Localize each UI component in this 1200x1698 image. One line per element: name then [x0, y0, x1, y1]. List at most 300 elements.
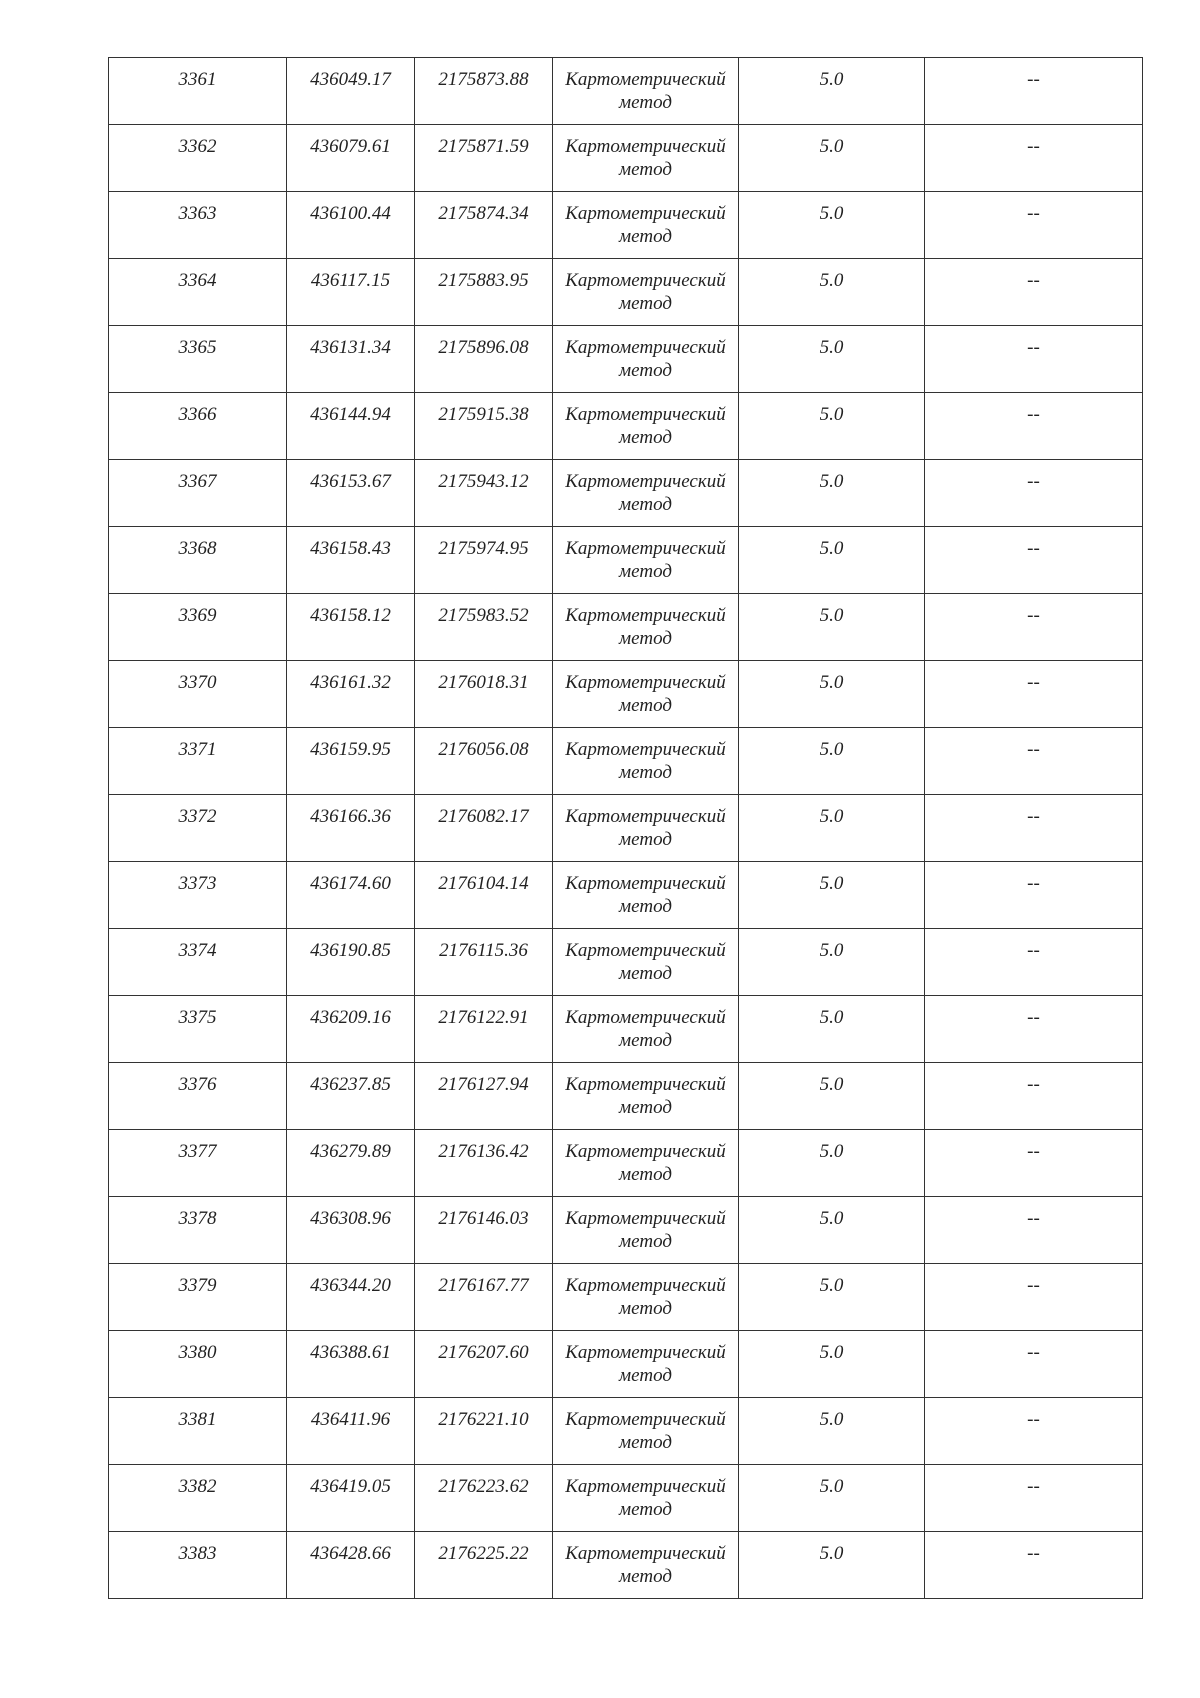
description-cell-text: --	[1027, 404, 1040, 425]
accuracy-cell	[739, 996, 925, 1063]
table-row	[109, 326, 1143, 393]
method-cell	[553, 996, 739, 1063]
description-cell	[925, 728, 1143, 795]
y-coordinate-cell	[415, 125, 553, 192]
description-cell	[925, 1532, 1143, 1599]
point-number-cell	[109, 259, 287, 326]
y-coordinate-cell-text: 2175943.12	[438, 471, 529, 492]
table-row	[109, 862, 1143, 929]
x-coordinate-cell	[287, 527, 415, 594]
x-coordinate-cell	[287, 862, 415, 929]
x-coordinate-cell-text: 436388.61	[310, 1342, 391, 1363]
x-coordinate-cell	[287, 795, 415, 862]
y-coordinate-cell-text: 2175873.88	[438, 69, 529, 90]
method-cell	[553, 460, 739, 527]
point-number-cell-text: 3373	[178, 873, 217, 894]
point-number-cell-text: 3379	[178, 1275, 217, 1296]
x-coordinate-cell	[287, 1063, 415, 1130]
accuracy-cell	[739, 58, 925, 125]
x-coordinate-cell	[287, 125, 415, 192]
point-number-cell	[109, 862, 287, 929]
accuracy-cell-text: 5.0	[819, 1074, 844, 1095]
x-coordinate-cell-text: 436411.96	[310, 1409, 391, 1430]
y-coordinate-cell	[415, 1264, 553, 1331]
y-coordinate-cell	[415, 192, 553, 259]
accuracy-cell-text: 5.0	[819, 940, 844, 961]
accuracy-cell-text: 5.0	[819, 806, 844, 827]
x-coordinate-cell-text: 436428.66	[310, 1543, 391, 1564]
x-coordinate-cell-text: 436158.43	[310, 538, 391, 559]
accuracy-cell	[739, 1398, 925, 1465]
accuracy-cell-text: 5.0	[819, 1476, 844, 1497]
description-cell	[925, 1331, 1143, 1398]
method-cell-text: Картометрический метод	[565, 136, 726, 180]
x-coordinate-cell	[287, 661, 415, 728]
table-row	[109, 192, 1143, 259]
point-number-cell-text: 3376	[178, 1074, 217, 1095]
method-cell	[553, 1331, 739, 1398]
method-cell-text: Картометрический метод	[565, 1208, 726, 1252]
y-coordinate-cell	[415, 1331, 553, 1398]
accuracy-cell	[739, 192, 925, 259]
description-cell	[925, 795, 1143, 862]
description-cell-text: --	[1027, 136, 1040, 157]
description-cell-text: --	[1027, 1141, 1040, 1162]
point-number-cell-text: 3369	[178, 605, 217, 626]
y-coordinate-cell-text: 2175915.38	[438, 404, 529, 425]
method-cell	[553, 1465, 739, 1532]
y-coordinate-cell-text: 2176127.94	[438, 1074, 529, 1095]
point-number-cell	[109, 527, 287, 594]
accuracy-cell-text: 5.0	[819, 1141, 844, 1162]
description-cell-text: --	[1027, 806, 1040, 827]
description-cell-text: --	[1027, 538, 1040, 559]
table-row	[109, 1197, 1143, 1264]
point-number-cell-text: 3374	[178, 940, 217, 961]
point-number-cell	[109, 1331, 287, 1398]
accuracy-cell-text: 5.0	[819, 1208, 844, 1229]
table-row	[109, 1264, 1143, 1331]
y-coordinate-cell-text: 2176104.14	[438, 873, 529, 894]
method-cell-text: Картометрический метод	[565, 337, 726, 381]
x-coordinate-cell-text: 436117.15	[310, 270, 391, 291]
description-cell-text: --	[1027, 940, 1040, 961]
y-coordinate-cell	[415, 460, 553, 527]
table-row	[109, 1398, 1143, 1465]
x-coordinate-cell	[287, 1197, 415, 1264]
point-number-cell	[109, 326, 287, 393]
description-cell-text: --	[1027, 1409, 1040, 1430]
point-number-cell	[109, 393, 287, 460]
accuracy-cell-text: 5.0	[819, 1409, 844, 1430]
description-cell-text: --	[1027, 873, 1040, 894]
point-number-cell-text: 3371	[178, 739, 217, 760]
x-coordinate-cell	[287, 326, 415, 393]
method-cell	[553, 1063, 739, 1130]
point-number-cell	[109, 460, 287, 527]
description-cell-text: --	[1027, 1543, 1040, 1564]
x-coordinate-cell-text: 436174.60	[310, 873, 391, 894]
accuracy-cell	[739, 259, 925, 326]
description-cell-text: --	[1027, 1275, 1040, 1296]
x-coordinate-cell	[287, 1465, 415, 1532]
y-coordinate-cell-text: 2176146.03	[438, 1208, 529, 1229]
y-coordinate-cell-text: 2176018.31	[438, 672, 529, 693]
point-number-cell-text: 3382	[178, 1476, 217, 1497]
method-cell-text: Картометрический метод	[565, 270, 726, 314]
description-cell	[925, 1130, 1143, 1197]
description-cell	[925, 125, 1143, 192]
accuracy-cell	[739, 1130, 925, 1197]
accuracy-cell	[739, 527, 925, 594]
method-cell-text: Картометрический метод	[565, 672, 726, 716]
method-cell-text: Картометрический метод	[565, 1141, 726, 1185]
point-number-cell	[109, 1197, 287, 1264]
method-cell	[553, 1532, 739, 1599]
point-number-cell	[109, 125, 287, 192]
y-coordinate-cell	[415, 862, 553, 929]
x-coordinate-cell-text: 436209.16	[310, 1007, 391, 1028]
point-number-cell-text: 3368	[178, 538, 217, 559]
y-coordinate-cell	[415, 259, 553, 326]
accuracy-cell-text: 5.0	[819, 672, 844, 693]
table-row	[109, 527, 1143, 594]
accuracy-cell	[739, 862, 925, 929]
point-number-cell-text: 3361	[178, 69, 217, 90]
x-coordinate-cell-text: 436161.32	[310, 672, 391, 693]
accuracy-cell-text: 5.0	[819, 1275, 844, 1296]
point-number-cell	[109, 661, 287, 728]
accuracy-cell-text: 5.0	[819, 1007, 844, 1028]
description-cell	[925, 862, 1143, 929]
y-coordinate-cell-text: 2176056.08	[438, 739, 529, 760]
point-number-cell	[109, 1130, 287, 1197]
accuracy-cell	[739, 728, 925, 795]
description-cell-text: --	[1027, 203, 1040, 224]
y-coordinate-cell	[415, 1197, 553, 1264]
x-coordinate-cell	[287, 393, 415, 460]
accuracy-cell-text: 5.0	[819, 471, 844, 492]
x-coordinate-cell	[287, 1398, 415, 1465]
point-number-cell	[109, 1398, 287, 1465]
method-cell-text: Картометрический метод	[565, 1007, 726, 1051]
method-cell	[553, 728, 739, 795]
accuracy-cell	[739, 125, 925, 192]
x-coordinate-cell-text: 436144.94	[310, 404, 391, 425]
x-coordinate-cell	[287, 996, 415, 1063]
method-cell-text: Картометрический метод	[565, 538, 726, 582]
description-cell	[925, 259, 1143, 326]
x-coordinate-cell	[287, 929, 415, 996]
description-cell-text: --	[1027, 739, 1040, 760]
y-coordinate-cell-text: 2176207.60	[438, 1342, 529, 1363]
x-coordinate-cell-text: 436279.89	[310, 1141, 391, 1162]
method-cell	[553, 259, 739, 326]
method-cell-text: Картометрический метод	[565, 1476, 726, 1520]
table-row	[109, 460, 1143, 527]
method-cell	[553, 326, 739, 393]
description-cell	[925, 661, 1143, 728]
x-coordinate-cell	[287, 594, 415, 661]
accuracy-cell	[739, 1264, 925, 1331]
accuracy-cell	[739, 1197, 925, 1264]
method-cell-text: Картометрический метод	[565, 203, 726, 247]
table-row	[109, 929, 1143, 996]
x-coordinate-cell-text: 436049.17	[310, 69, 391, 90]
method-cell-text: Картометрический метод	[565, 605, 726, 649]
description-cell	[925, 1197, 1143, 1264]
method-cell	[553, 862, 739, 929]
x-coordinate-cell-text: 436159.95	[310, 739, 391, 760]
x-coordinate-cell-text: 436344.20	[310, 1275, 391, 1296]
method-cell-text: Картометрический метод	[565, 1275, 726, 1319]
coordinates-table-body	[109, 58, 1143, 1599]
accuracy-cell-text: 5.0	[819, 404, 844, 425]
method-cell-text: Картометрический метод	[565, 1543, 726, 1587]
accuracy-cell-text: 5.0	[819, 1543, 844, 1564]
method-cell-text: Картометрический метод	[565, 1342, 726, 1386]
accuracy-cell	[739, 460, 925, 527]
y-coordinate-cell	[415, 1063, 553, 1130]
method-cell	[553, 393, 739, 460]
point-number-cell	[109, 795, 287, 862]
table-row	[109, 1532, 1143, 1599]
description-cell	[925, 996, 1143, 1063]
y-coordinate-cell-text: 2175896.08	[438, 337, 529, 358]
x-coordinate-cell	[287, 1331, 415, 1398]
table-row	[109, 58, 1143, 125]
accuracy-cell	[739, 594, 925, 661]
x-coordinate-cell	[287, 259, 415, 326]
description-cell-text: --	[1027, 69, 1040, 90]
x-coordinate-cell	[287, 460, 415, 527]
y-coordinate-cell	[415, 594, 553, 661]
method-cell-text: Картометрический метод	[565, 1409, 726, 1453]
point-number-cell	[109, 996, 287, 1063]
y-coordinate-cell-text: 2175883.95	[438, 270, 529, 291]
y-coordinate-cell	[415, 996, 553, 1063]
y-coordinate-cell	[415, 1532, 553, 1599]
description-cell	[925, 1264, 1143, 1331]
description-cell	[925, 192, 1143, 259]
y-coordinate-cell	[415, 929, 553, 996]
accuracy-cell	[739, 1465, 925, 1532]
accuracy-cell	[739, 326, 925, 393]
point-number-cell	[109, 594, 287, 661]
y-coordinate-cell-text: 2175983.52	[438, 605, 529, 626]
point-number-cell-text: 3372	[178, 806, 217, 827]
x-coordinate-cell	[287, 58, 415, 125]
accuracy-cell	[739, 393, 925, 460]
x-coordinate-cell	[287, 1532, 415, 1599]
accuracy-cell	[739, 795, 925, 862]
y-coordinate-cell-text: 2176225.22	[438, 1543, 529, 1564]
method-cell	[553, 527, 739, 594]
y-coordinate-cell-text: 2176082.17	[438, 806, 529, 827]
table-row	[109, 1063, 1143, 1130]
y-coordinate-cell	[415, 661, 553, 728]
y-coordinate-cell-text: 2176167.77	[438, 1275, 529, 1296]
point-number-cell-text: 3364	[178, 270, 217, 291]
y-coordinate-cell	[415, 1130, 553, 1197]
x-coordinate-cell-text: 436153.67	[310, 471, 391, 492]
table-row	[109, 1130, 1143, 1197]
method-cell	[553, 1264, 739, 1331]
point-number-cell-text: 3362	[178, 136, 217, 157]
x-coordinate-cell-text: 436308.96	[310, 1208, 391, 1229]
point-number-cell	[109, 1063, 287, 1130]
accuracy-cell	[739, 661, 925, 728]
y-coordinate-cell	[415, 58, 553, 125]
point-number-cell	[109, 1465, 287, 1532]
accuracy-cell-text: 5.0	[819, 270, 844, 291]
point-number-cell-text: 3370	[178, 672, 217, 693]
point-number-cell-text: 3365	[178, 337, 217, 358]
x-coordinate-cell-text: 436166.36	[310, 806, 391, 827]
x-coordinate-cell-text: 436079.61	[310, 136, 391, 157]
method-cell-text: Картометрический метод	[565, 806, 726, 850]
description-cell-text: --	[1027, 270, 1040, 291]
x-coordinate-cell	[287, 1264, 415, 1331]
table-row	[109, 594, 1143, 661]
x-coordinate-cell-text: 436131.34	[310, 337, 391, 358]
description-cell	[925, 594, 1143, 661]
method-cell	[553, 594, 739, 661]
point-number-cell-text: 3378	[178, 1208, 217, 1229]
table-row	[109, 795, 1143, 862]
description-cell	[925, 58, 1143, 125]
point-number-cell-text: 3383	[178, 1543, 217, 1564]
table-row	[109, 1331, 1143, 1398]
accuracy-cell-text: 5.0	[819, 739, 844, 760]
x-coordinate-cell-text: 436190.85	[310, 940, 391, 961]
description-cell	[925, 460, 1143, 527]
point-number-cell-text: 3377	[178, 1141, 217, 1162]
table-row	[109, 661, 1143, 728]
accuracy-cell-text: 5.0	[819, 873, 844, 894]
method-cell	[553, 58, 739, 125]
point-number-cell-text: 3380	[178, 1342, 217, 1363]
description-cell-text: --	[1027, 1074, 1040, 1095]
point-number-cell-text: 3367	[178, 471, 217, 492]
x-coordinate-cell-text: 436158.12	[310, 605, 391, 626]
point-number-cell	[109, 1264, 287, 1331]
y-coordinate-cell-text: 2176122.91	[438, 1007, 529, 1028]
description-cell-text: --	[1027, 471, 1040, 492]
accuracy-cell-text: 5.0	[819, 538, 844, 559]
method-cell-text: Картометрический метод	[565, 739, 726, 783]
description-cell-text: --	[1027, 1208, 1040, 1229]
y-coordinate-cell-text: 2175974.95	[438, 538, 529, 559]
method-cell	[553, 795, 739, 862]
x-coordinate-cell	[287, 1130, 415, 1197]
method-cell-text: Картометрический метод	[565, 471, 726, 515]
accuracy-cell	[739, 1532, 925, 1599]
y-coordinate-cell	[415, 728, 553, 795]
point-number-cell	[109, 58, 287, 125]
x-coordinate-cell-text: 436100.44	[310, 203, 391, 224]
point-number-cell	[109, 728, 287, 795]
table-row	[109, 259, 1143, 326]
y-coordinate-cell-text: 2175874.34	[438, 203, 529, 224]
description-cell-text: --	[1027, 672, 1040, 693]
x-coordinate-cell-text: 436237.85	[310, 1074, 391, 1095]
x-coordinate-cell	[287, 192, 415, 259]
y-coordinate-cell	[415, 1398, 553, 1465]
accuracy-cell-text: 5.0	[819, 605, 844, 626]
method-cell	[553, 1398, 739, 1465]
y-coordinate-cell-text: 2176115.36	[439, 940, 528, 961]
point-number-cell	[109, 929, 287, 996]
y-coordinate-cell	[415, 326, 553, 393]
point-number-cell-text: 3366	[178, 404, 217, 425]
method-cell	[553, 1130, 739, 1197]
y-coordinate-cell-text: 2176223.62	[438, 1476, 529, 1497]
description-cell	[925, 527, 1143, 594]
method-cell-text: Картометрический метод	[565, 1074, 726, 1118]
point-number-cell-text: 3381	[178, 1409, 217, 1430]
description-cell	[925, 929, 1143, 996]
method-cell-text: Картометрический метод	[565, 69, 726, 113]
accuracy-cell-text: 5.0	[819, 1342, 844, 1363]
description-cell	[925, 326, 1143, 393]
point-number-cell	[109, 1532, 287, 1599]
description-cell-text: --	[1027, 1007, 1040, 1028]
table-row	[109, 125, 1143, 192]
accuracy-cell-text: 5.0	[819, 203, 844, 224]
method-cell-text: Картометрический метод	[565, 873, 726, 917]
x-coordinate-cell	[287, 728, 415, 795]
y-coordinate-cell-text: 2175871.59	[438, 136, 529, 157]
accuracy-cell	[739, 1331, 925, 1398]
method-cell-text: Картометрический метод	[565, 404, 726, 448]
y-coordinate-cell-text: 2176221.10	[438, 1409, 529, 1430]
y-coordinate-cell	[415, 393, 553, 460]
table-row	[109, 393, 1143, 460]
x-coordinate-cell-text: 436419.05	[310, 1476, 391, 1497]
point-number-cell	[109, 192, 287, 259]
point-number-cell-text: 3375	[178, 1007, 217, 1028]
method-cell	[553, 1197, 739, 1264]
method-cell	[553, 661, 739, 728]
accuracy-cell-text: 5.0	[819, 136, 844, 157]
accuracy-cell-text: 5.0	[819, 337, 844, 358]
accuracy-cell	[739, 1063, 925, 1130]
description-cell-text: --	[1027, 337, 1040, 358]
y-coordinate-cell	[415, 527, 553, 594]
table-row	[109, 1465, 1143, 1532]
method-cell	[553, 125, 739, 192]
table-row	[109, 996, 1143, 1063]
method-cell-text: Картометрический метод	[565, 940, 726, 984]
description-cell	[925, 1465, 1143, 1532]
y-coordinate-cell-text: 2176136.42	[438, 1141, 529, 1162]
y-coordinate-cell	[415, 1465, 553, 1532]
method-cell	[553, 192, 739, 259]
description-cell	[925, 393, 1143, 460]
method-cell	[553, 929, 739, 996]
description-cell	[925, 1398, 1143, 1465]
point-number-cell-text: 3363	[178, 203, 217, 224]
description-cell-text: --	[1027, 605, 1040, 626]
coordinates-table	[108, 57, 1143, 1599]
description-cell-text: --	[1027, 1342, 1040, 1363]
description-cell-text: --	[1027, 1476, 1040, 1497]
accuracy-cell	[739, 929, 925, 996]
accuracy-cell-text: 5.0	[819, 69, 844, 90]
table-row	[109, 728, 1143, 795]
description-cell	[925, 1063, 1143, 1130]
